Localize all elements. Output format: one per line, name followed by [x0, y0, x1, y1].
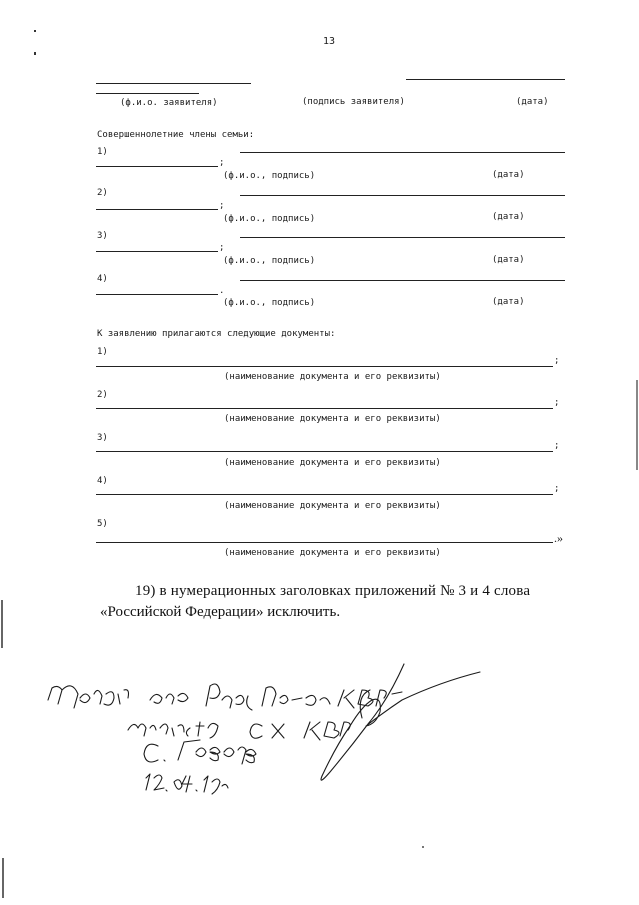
document-caption: (наименование документа и его реквизиты) — [224, 414, 441, 424]
handwritten-line-2 — [124, 716, 354, 742]
document-number: 4) — [97, 476, 108, 486]
paragraph-line-2: «Российской Федерации» исключить. — [100, 604, 341, 620]
member-end: ; — [219, 201, 225, 211]
member-sign-label: (ф.и.о., подпись) — [223, 256, 316, 266]
documents-heading: К заявлению прилагаются следующие документы: — [97, 329, 336, 339]
member-number: 3) — [97, 231, 108, 241]
document-end: ; — [554, 441, 560, 451]
member-end: . — [219, 286, 225, 296]
document-caption: (наименование документа и его реквизиты) — [224, 548, 441, 558]
applicant-fio-label: (ф.и.о. заявителя) — [120, 98, 218, 108]
applicant-date-label: (дата) — [516, 97, 549, 107]
member-number: 1) — [97, 147, 108, 157]
document-number: 1) — [97, 347, 108, 357]
document-end: ; — [554, 356, 560, 366]
handwritten-line-4 — [140, 772, 250, 796]
member-date-label: (дата) — [492, 297, 525, 307]
member-date-label: (дата) — [492, 170, 525, 180]
document-number: 2) — [97, 390, 108, 400]
document-caption: (наименование документа и его реквизиты) — [224, 372, 441, 382]
scan-speck — [422, 846, 424, 848]
member-sign-label: (ф.и.о., подпись) — [223, 171, 316, 181]
member-sign-label: (ф.и.о., подпись) — [223, 214, 316, 224]
document-caption: (наименование документа и его реквизиты) — [224, 458, 441, 468]
applicant-signature-label: (подпись заявителя) — [302, 97, 405, 107]
family-heading: Совершеннолетние члены семьи: — [97, 130, 255, 140]
document-end: ; — [554, 484, 560, 494]
member-sign-label: (ф.и.о., подпись) — [223, 298, 316, 308]
member-end: ; — [219, 243, 225, 253]
member-number: 2) — [97, 188, 108, 198]
handwritten-line-1 — [44, 682, 374, 710]
paragraph-line-1: 19) в нумерационных заголовках приложений № 3 и 4 слова — [135, 583, 531, 599]
document-number: 5) — [97, 519, 108, 529]
document-number: 3) — [97, 433, 108, 443]
document-end: .» — [554, 531, 563, 545]
member-number: 4) — [97, 274, 108, 284]
page-number: 13 — [323, 36, 336, 47]
member-date-label: (дата) — [492, 212, 525, 222]
document-caption: (наименование документа и его реквизиты) — [224, 501, 441, 511]
member-end: ; — [219, 158, 225, 168]
handwritten-line-3 — [140, 740, 280, 766]
member-date-label: (дата) — [492, 255, 525, 265]
document-end: ; — [554, 398, 560, 408]
